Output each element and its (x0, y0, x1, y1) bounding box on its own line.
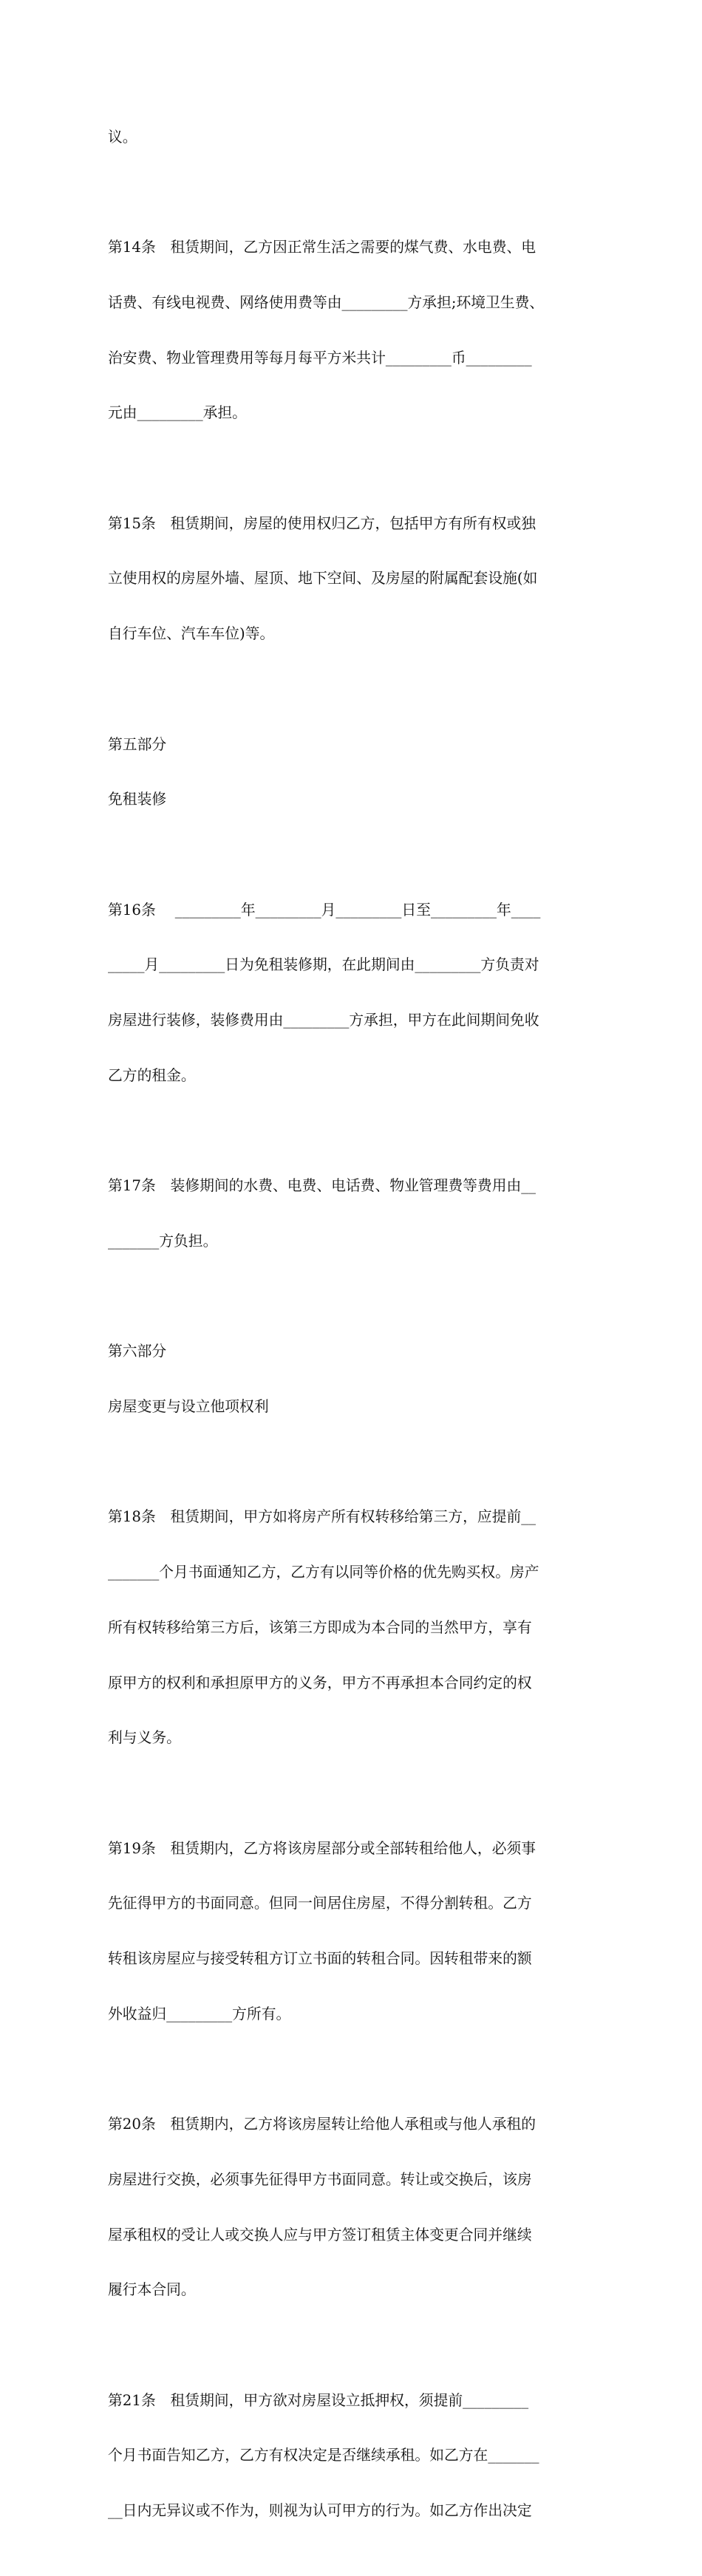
article-17 (108, 1140, 599, 1287)
paragraph-continuation (108, 92, 599, 184)
text-line: _______个月书面通知乙方，乙方有以同等价格的优先购买权。房产 (108, 1564, 539, 1581)
article-16 (108, 865, 599, 1122)
text-line: 话费、有线电视费、网络使用费等由_________方承担;环境卫生费、 (108, 293, 545, 311)
text-line: _____月_________日为免租装修期，在此期间由_________方负责对 (108, 956, 539, 974)
article-18 (108, 1472, 599, 1785)
text-line: 屋承租权的受让人或交换人应与甲方签订租赁主体变更合同并继续 (108, 2226, 532, 2243)
article-14 (108, 202, 599, 460)
article-20 (108, 2079, 599, 2337)
section-heading-part-6 (108, 1306, 599, 1453)
text-line: 原甲方的权利和承担原甲方的义务，甲方不再承担本合同约定的权 (108, 1674, 532, 1691)
text-line: 议。 (108, 128, 137, 146)
text-line: 房屋进行装修，装修费用由_________方承担，甲方在此间期间免收 (108, 1012, 539, 1029)
text-line: 第16条 _________年_________月_________日至_________年____ (108, 901, 541, 919)
article-19 (108, 1803, 599, 2061)
text-line: _______方负担。 (108, 1232, 218, 1250)
text-line: 第14条 租赁期间，乙方因正常生活之需要的煤气费、水电费、电 (108, 239, 536, 256)
text-line: 转租该房屋应与接受转租方订立书面的转租合同。因转租带来的额 (108, 1950, 532, 1968)
text-line: 立使用权的房屋外墙、屋顶、地下空间、及房屋的附属配套设施(如 (108, 570, 538, 587)
text-line: 第21条 租赁期间，甲方欲对房屋设立抵押权，须提前_________ (108, 2391, 529, 2409)
text-line: 所有权转移给第三方后，该第三方即成为本合同的当然甲方，享有 (108, 1618, 532, 1636)
text-line: 自行车位、汽车车位)等。 (108, 625, 275, 643)
text-line: 外收益归_________方所有。 (108, 2005, 291, 2023)
text-line: 第15条 租赁期间，房屋的使用权归乙方，包括甲方有所有权或独 (108, 514, 536, 532)
text-line: 第17条 装修期间的水费、电费、电话费、物业管理费等费用由__ (108, 1177, 536, 1195)
text-line: __日内无异议或不作为，则视为认可甲方的行为。如乙方作出决定 (108, 2502, 532, 2520)
document-page (108, 92, 599, 2576)
text-line: 元由_________承担。 (108, 404, 247, 422)
section-title: 房屋变更与设立他项权利 (108, 1397, 269, 1415)
article-15 (108, 478, 599, 681)
text-line: 第19条 租赁期内，乙方将该房屋部分或全部转租给他人，必须事 (108, 1839, 536, 1857)
text-line: 治安费、物业管理费用等每月每平方米共计_________币_________ (108, 349, 532, 367)
text-line: 乙方的租金。 (108, 1066, 196, 1084)
text-line: 第18条 租赁期间，甲方如将房产所有权转移给第三方，应提前__ (108, 1508, 536, 1526)
section-title: 免租装修 (108, 791, 167, 808)
article-21 (108, 2355, 599, 2558)
section-number: 第五部分 (108, 735, 167, 753)
text-line: 个月书面告知乙方，乙方有权决定是否继续承租。如乙方在_______ (108, 2447, 539, 2464)
section-heading-part-5 (108, 699, 599, 846)
text-line: 第20条 租赁期内，乙方将该房屋转让给他人承租或与他人承租的 (108, 2116, 536, 2133)
text-line: 履行本合同。 (108, 2281, 196, 2299)
section-number: 第六部分 (108, 1343, 167, 1360)
text-line: 房屋进行交换，必须事先征得甲方书面同意。转让或交换后，该房 (108, 2170, 532, 2188)
text-line: 先征得甲方的书面同意。但同一间居住房屋，不得分割转租。乙方 (108, 1895, 532, 1912)
text-line: 利与义务。 (108, 1729, 181, 1747)
